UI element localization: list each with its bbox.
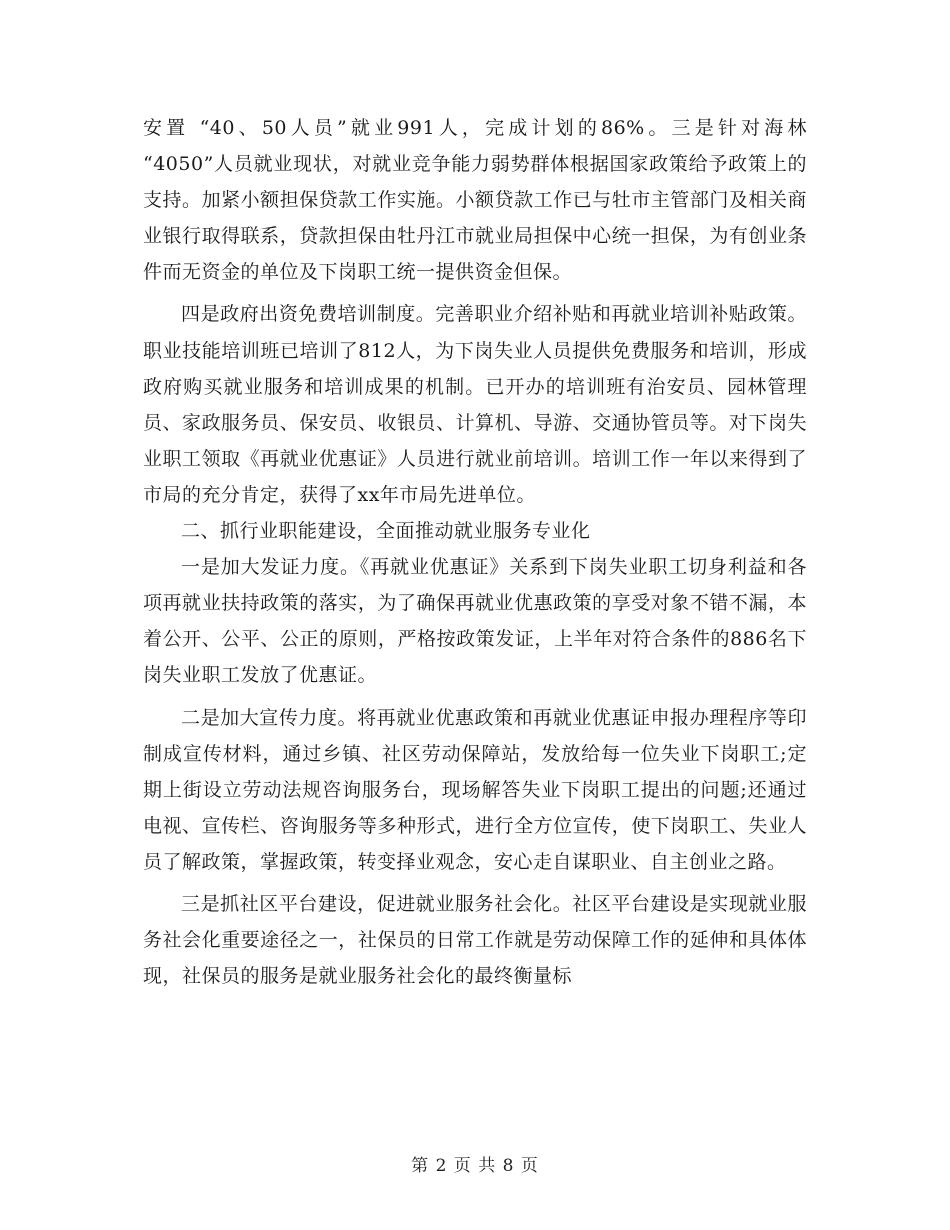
- paragraph-1: 安置 “40、50人员”就业991人，完成计划的86%。三是针对海林 “4050”人员就业现状，对就业竞争能力弱势群体根据国家政策给予政策上的支持。加紧小额担保贷款工作实施。小额贷款工作已与牡市主管部门及相关商业银行取得联系，贷款担保由牡丹江市就业局担保中心统一担保，为有创业条件而无资金的单位及下岗职工统一提供资金但保。: [143, 117, 807, 284]
- page-footer: 第 2 页 共 8 页: [411, 1156, 539, 1176]
- document-body: [143, 110, 807, 994]
- paragraph-5: 三是抓社区平台建设，促进就业服务社会化。社区平台建设是实现就业服务社会化重要途径之一，社保员的日常工作就是劳动保障工作的延伸和具体体现，社保员的服务是就业服务社会化的最终衡量标: [143, 892, 807, 988]
- section-heading: 二、抓行业职能建设，全面推动就业服务专业化: [181, 520, 591, 543]
- paragraph-4: 二是加大宣传力度。将再就业优惠政策和再就业优惠证申报办理程序等印制成宣传材料，通过乡镇、社区劳动保障站，发放给每一位失业下岗职工;定期上街设立劳动法规咨询服务台，现场解答失业下岗职工提出的问题;还通过电视、宣传栏、咨询服务等多种形式，进行全方位宣传，使下岗职工、失业人员了解政策，掌握政策，转变择业观念，安心走自谋职业、自主创业之路。: [143, 706, 807, 873]
- paragraph-2: 四是政府出资免费培训制度。完善职业介绍补贴和再就业培训补贴政策。职业技能培训班已培训了812人，为下岗失业人员提供免费服务和培训，形成政府购买就业服务和培训成果的机制。已开办的培训班有治安员、园林管理员、家政服务员、保安员、收银员、计算机、导游、交通协管员等。对下岗失业职工领取《再就业优惠证》人员进行就业前培训。培训工作一年以来得到了市局的充分肯定，获得了xx年市局先进单位。: [143, 303, 807, 506]
- paragraph-3: 一是加大发证力度。《再就业优惠证》关系到下岗失业职工切身利益和各项再就业扶持政策的落实，为了确保再就业优惠政策的享受对象不错不漏，本着公开、公平、公正的原则，严格按政策发证，上半年对符合条件的886名下岗失业职工发放了优惠证。: [143, 556, 807, 687]
